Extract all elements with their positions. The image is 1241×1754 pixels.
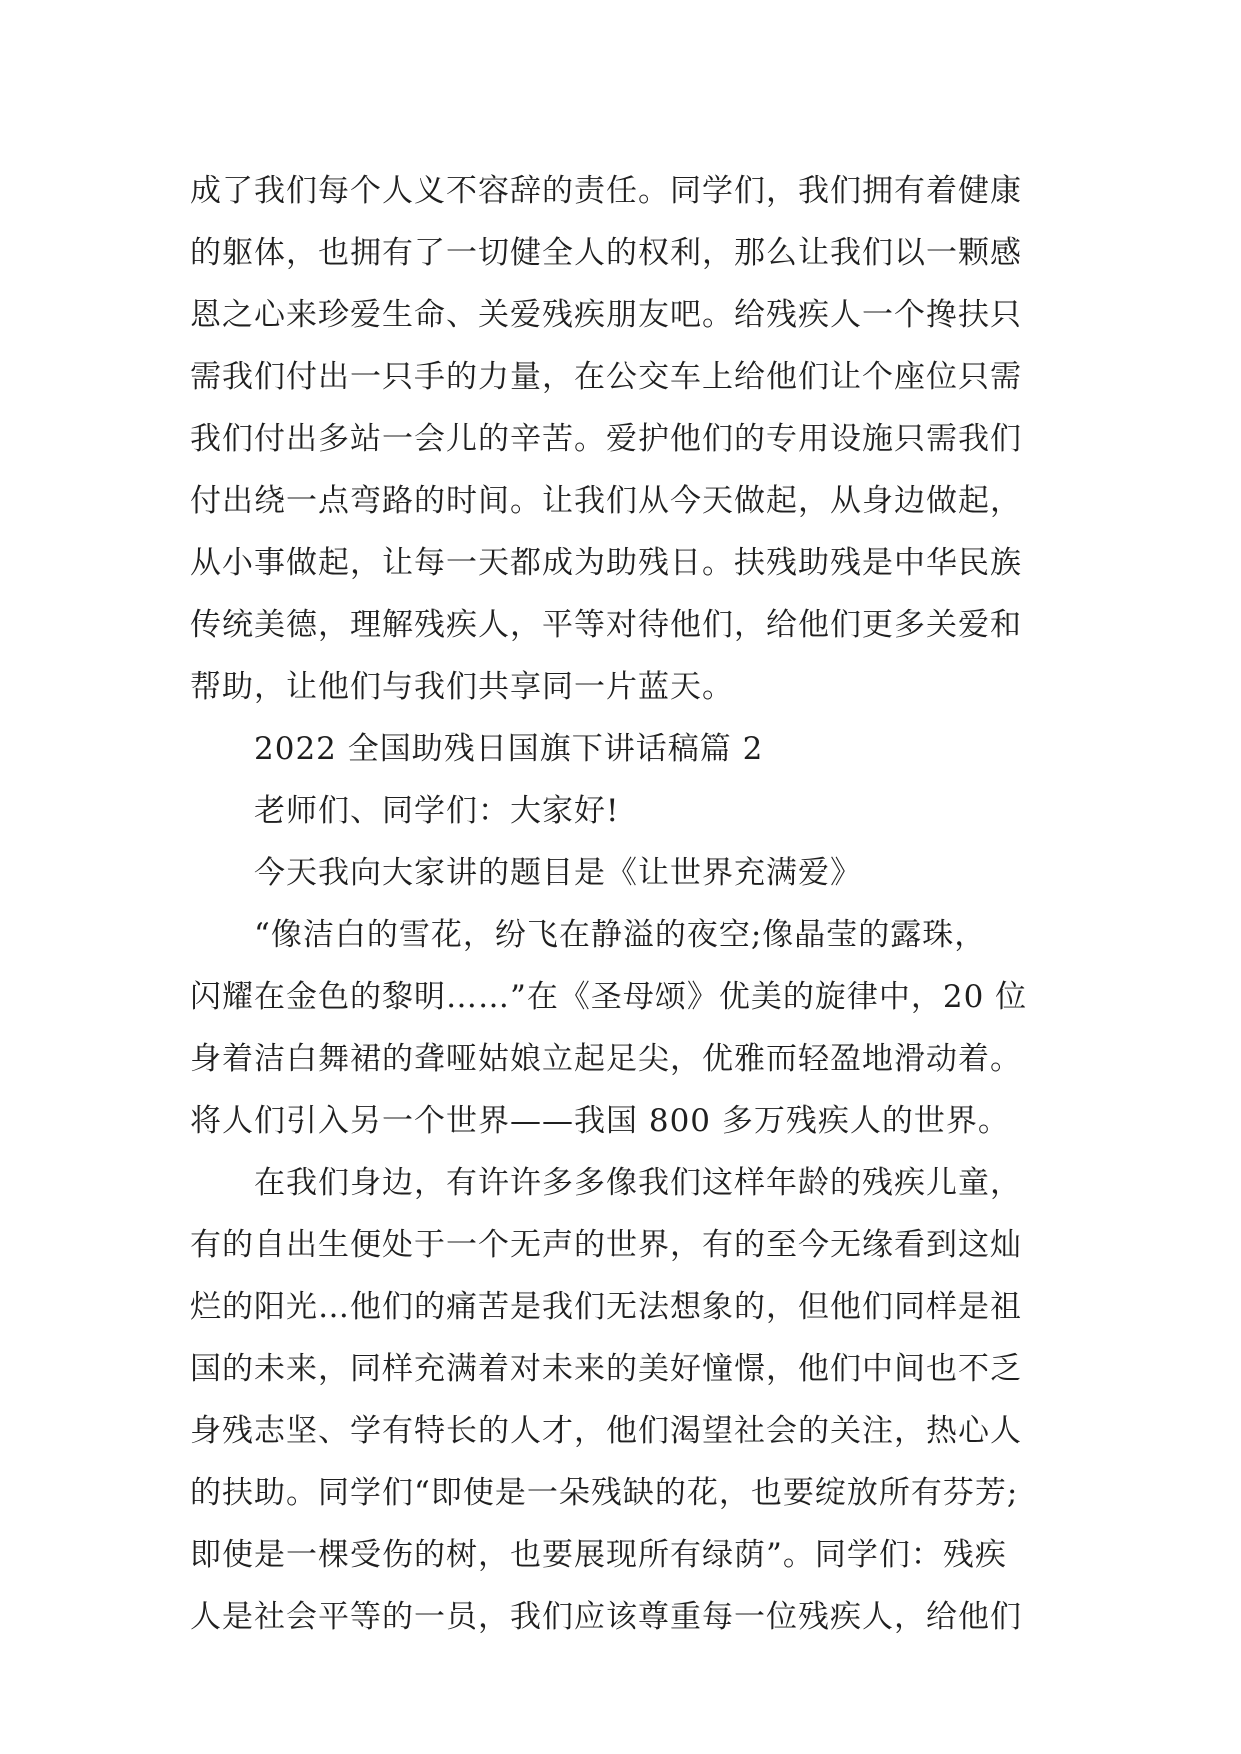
- text-line: 身残志坚、学有特长的人才，他们渴望社会的关注，热心人: [190, 1413, 1022, 1449]
- text-line: 从小事做起，让每一天都成为助残日。扶残助残是中华民族: [190, 545, 1022, 581]
- text-line: 闪耀在金色的黎明……”在《圣母颂》优美的旋律中，20 位: [190, 979, 1028, 1015]
- speech-title-line: 今天我向大家讲的题目是《让世界充满爱》: [254, 855, 862, 891]
- text-line: 烂的阳光…他们的痛苦是我们无法想象的，但他们同样是祖: [190, 1289, 1022, 1325]
- text-line: 身着洁白舞裙的聋哑姑娘立起足尖，优雅而轻盈地滑动着。: [190, 1041, 1022, 1077]
- text-line: 人是社会平等的一员，我们应该尊重每一位残疾人，给他们: [190, 1599, 1022, 1635]
- text-line: 帮助，让他们与我们共享同一片蓝天。: [190, 669, 734, 705]
- text-line: 需我们付出一只手的力量，在公交车上给他们让个座位只需: [190, 359, 1022, 395]
- salutation: 老师们、同学们：大家好!: [254, 793, 620, 829]
- text-line: 的躯体，也拥有了一切健全人的权利，那么让我们以一颗感: [190, 235, 1022, 271]
- text-line: 成了我们每个人义不容辞的责任。同学们，我们拥有着健康: [190, 173, 1022, 209]
- text-line: 传统美德，理解残疾人，平等对待他们，给他们更多关爱和: [190, 607, 1022, 643]
- text-line: 在我们身边，有许许多多像我们这样年龄的残疾儿童，: [254, 1165, 1022, 1201]
- section-heading: 2022 全国助残日国旗下讲话稿篇 2: [254, 731, 764, 767]
- text-line: “像洁白的雪花，纷飞在静溢的夜空;像晶莹的露珠，: [254, 917, 987, 953]
- document-body: [190, 160, 1070, 1648]
- text-line: 将人们引入另一个世界——我国 800 多万残疾人的世界。: [190, 1103, 1010, 1139]
- text-line: 付出绕一点弯路的时间。让我们从今天做起，从身边做起，: [190, 483, 1022, 519]
- text-line: 恩之心来珍爱生命、关爱残疾朋友吧。给残疾人一个搀扶只: [190, 297, 1022, 333]
- text-line: 有的自出生便处于一个无声的世界，有的至今无缘看到这灿: [190, 1227, 1022, 1263]
- text-line: 我们付出多站一会儿的辛苦。爱护他们的专用设施只需我们: [190, 421, 1022, 457]
- text-line: 即使是一棵受伤的树，也要展现所有绿荫”。同学们：残疾: [190, 1537, 1007, 1573]
- text-line: 国的未来，同样充满着对未来的美好憧憬，他们中间也不乏: [190, 1351, 1022, 1387]
- text-line: 的扶助。同学们“即使是一朵残缺的花，也要绽放所有芬芳;: [190, 1475, 1019, 1511]
